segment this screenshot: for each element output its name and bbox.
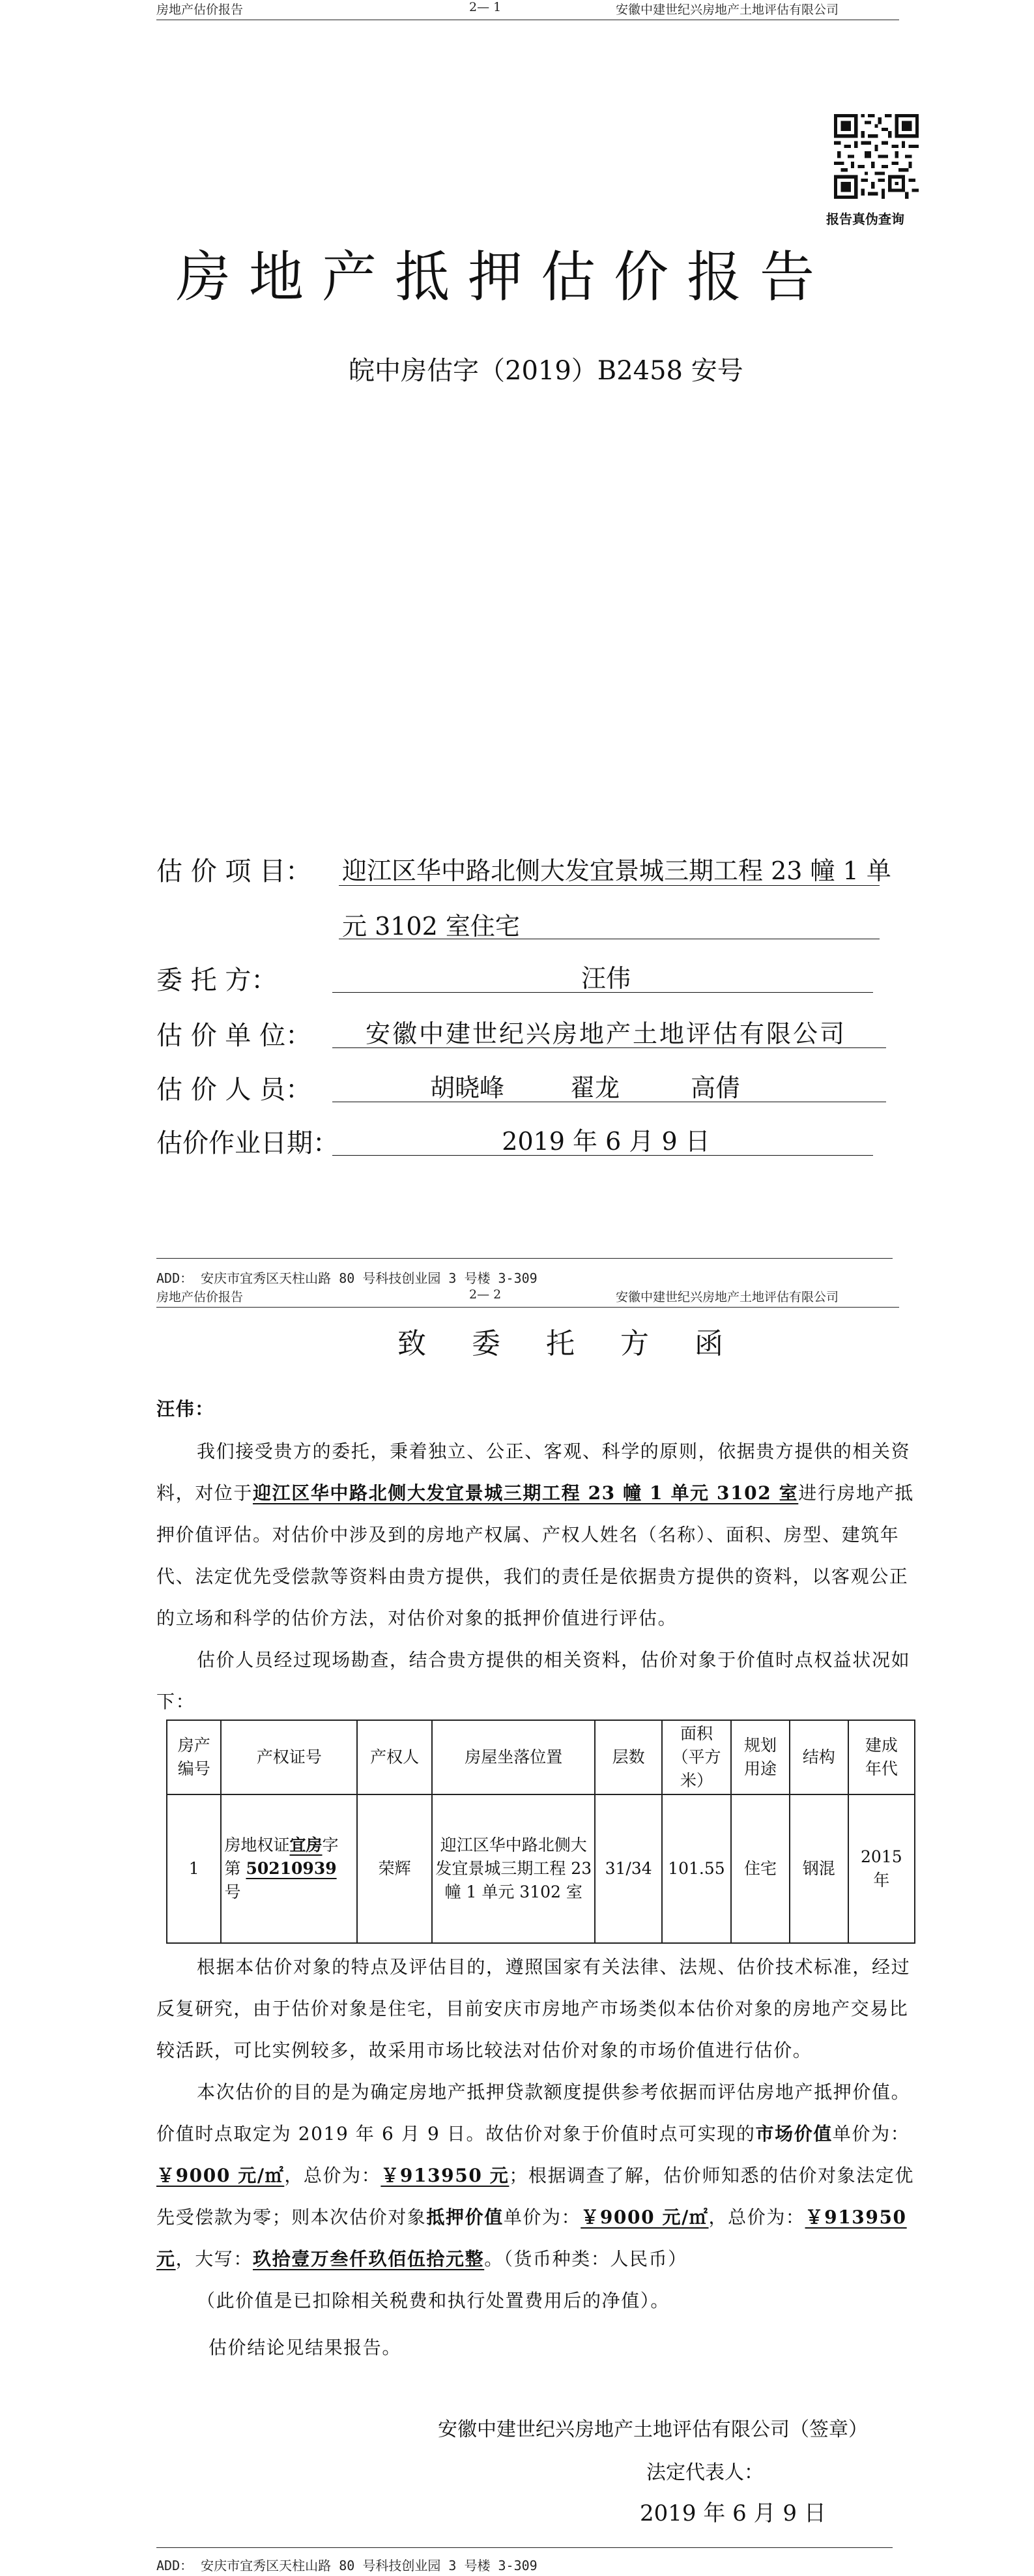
para4-j: 。（货币种类：人民币）	[484, 2248, 687, 2270]
cell-owner: 荣辉	[357, 1794, 432, 1943]
signature-date: 2019 年 6 月 9 日	[640, 2500, 826, 2526]
paragraph-net-value: （此价值是已扣除相关税费和执行处置费用后的净值）。	[197, 2290, 670, 2311]
market-total-price: ￥913950 元	[381, 2165, 510, 2186]
paragraph-method: 根据本估价对象的特点及评估目的，遵照国家有关法律、法规、估价技术标准，经过反复研究，由于估价对象是住宅，目前安庆市房地产市场类似本估价对象的房地产交易比较活跃，可比实例较多，故采用市场比较法对估价对象的市场价值进行估价。	[156, 1956, 911, 2061]
page2-footer-address: ADD： 安庆市宜秀区天柱山路 80 号科技创业园 3 号楼 3-309	[156, 2558, 538, 2573]
qr-caption: 报告真伪查询	[826, 211, 904, 227]
para4-a: 本次估价的目的是为确定房地产抵押贷款额度提供参考依据而评估房地产抵押价值。价值时点取定为 2019 年 6 月 9 日。故估价对象于价值时点可实现的	[156, 2081, 911, 2144]
client-label: 委 托 方：	[156, 965, 278, 995]
date-value: 2019 年 6 月 9 日	[502, 1127, 710, 1156]
client-underline	[332, 992, 873, 993]
cert-word: 字第	[224, 1836, 339, 1878]
cell-no: 1	[167, 1794, 221, 1943]
qr-code-icon	[834, 114, 919, 199]
signature-representative: 法定代表人：	[646, 2461, 764, 2484]
appraiser-1: 胡晓峰	[430, 1074, 505, 1102]
cell-cert	[221, 1794, 357, 1943]
signature-company: 安徽中建世纪兴房地产土地评估有限公司（签章）	[438, 2418, 868, 2441]
report-title: 房地产抵押估价报告	[176, 245, 833, 309]
page2-footer-rule	[156, 2547, 893, 2548]
page1-header-right: 安徽中建世纪兴房地产土地评估有限公司	[616, 3, 839, 17]
cell-location: 迎江区华中路北侧大发宜景城三期工程 23 幢 1 单元 3102 室	[432, 1794, 595, 1943]
salutation: 汪伟：	[156, 1398, 214, 1420]
project-value-line1: 迎江区华中路北侧大发宜景城三期工程 23 幢 1 单	[342, 856, 891, 885]
para4-c: 单价为：	[832, 2123, 910, 2144]
col-header-no: 房产 编号	[167, 1720, 221, 1794]
page1-footer-address: ADD： 安庆市宜秀区天柱山路 80 号科技创业园 3 号楼 3-309	[156, 1270, 538, 1286]
col-header-year: 建成 年代	[848, 1720, 915, 1794]
total-price-in-words: 玖拾壹万叁仟玖佰伍拾元整	[253, 2248, 485, 2270]
cell-floors: 31/34	[595, 1794, 661, 1943]
col-header-area: 面积 （平方 米）	[662, 1720, 731, 1794]
table-header-row	[167, 1720, 915, 1794]
page2-header-right: 安徽中建世纪兴房地产土地评估有限公司	[616, 1290, 839, 1304]
col-header-floors: 层数	[595, 1720, 661, 1794]
document-number: 皖中房估字（2019）B2458 安号	[349, 356, 743, 386]
para4-h: ，总价为：	[708, 2206, 805, 2228]
client-value: 汪伟	[581, 964, 631, 993]
paragraph-survey: 估价人员经过现场勘查，结合贵方提供的相关资料，估价对象于价值时点权益状况如下：	[156, 1649, 911, 1712]
paragraph-intro	[156, 1431, 925, 1639]
market-unit-price: ￥9000 元/㎡	[156, 2165, 285, 2186]
unit-label: 估 价 单 位：	[156, 1021, 312, 1051]
para1-pre: 我们接受贵方的委托，秉着独立、公正、客观、科学的原则，依据贵方提供的相关资料，对位于	[156, 1441, 911, 1504]
cert-number: 50210939	[246, 1859, 337, 1878]
page1-footer-rule	[156, 1258, 893, 1259]
page2-header-left: 房地产估价报告	[156, 1290, 244, 1304]
col-header-location: 房屋坐落位置	[432, 1720, 595, 1794]
date-label: 估价作业日期：	[156, 1128, 339, 1158]
page1-header-left: 房地产估价报告	[156, 3, 244, 17]
cert-district: 宜房	[289, 1836, 323, 1854]
col-header-use: 规划 用途	[731, 1720, 790, 1794]
para1-post: 进行房地产抵押价值评估。对估价中涉及到的房地产权属、产权人姓名（名称）、面积、房型、建筑年代、法定优先受偿款等资料由贵方提供，我们的责任是依据贵方提供的资料，以客观公正的立场和科学的估价方法，对估价对象的抵押价值进行评估。	[156, 1482, 914, 1629]
col-header-structure: 结构	[790, 1720, 848, 1794]
mortgage-unit-price: ￥9000 元/㎡	[581, 2206, 709, 2228]
cell-structure: 钢混	[790, 1794, 848, 1943]
table-row	[167, 1794, 915, 1943]
appraisers-label: 估 价 人 员：	[156, 1075, 312, 1105]
para4-e: ；根据调查了解，估价师知悉的估价对象法定优先受偿款为零；则本次估价对象	[156, 2165, 914, 2228]
unit-underline	[332, 1047, 886, 1048]
paragraph-conclusion: 估价结论见结果报告。	[208, 2337, 402, 2358]
page2-header-page-number: 2— 2	[469, 1287, 502, 1302]
appraiser-3: 高倩	[691, 1074, 741, 1102]
property-table	[166, 1720, 915, 1944]
mortgage-total-price: ￥913950 元	[156, 2206, 907, 2270]
property-address: 迎江区华中路北侧大发宜景城三期工程 23 幢 1 单元 3102 室	[253, 1482, 799, 1504]
appraiser-2: 翟龙	[570, 1074, 620, 1102]
cell-area: 101.55	[662, 1794, 731, 1943]
letter-title: 致 委 托 方 函	[397, 1327, 741, 1360]
cert-prefix: 房地权证	[224, 1836, 290, 1854]
col-header-owner: 产权人	[357, 1720, 432, 1794]
date-underline	[332, 1155, 873, 1156]
mortgage-value-term: 抵押价值	[426, 2206, 504, 2228]
cert-suffix: 号	[224, 1882, 241, 1901]
project-underline-1	[339, 885, 880, 886]
cell-year: 2015 年	[848, 1794, 915, 1943]
para4-g: 单价为：	[503, 2206, 581, 2228]
paragraph-valuation	[156, 2071, 925, 2280]
unit-value: 安徽中建世纪兴房地产土地评估有限公司	[365, 1019, 846, 1048]
para4-d: ，总价为：	[284, 2165, 381, 2186]
market-value-term: 市场价值	[755, 2123, 833, 2144]
cell-use: 住宅	[731, 1794, 790, 1943]
para4-i: ，大写：	[175, 2248, 253, 2270]
col-header-cert: 产权证号	[221, 1720, 357, 1794]
page1-header-page-number: 2— 1	[469, 0, 502, 14]
project-value-line2: 元 3102 室住宅	[342, 912, 520, 941]
page2-header-rule	[156, 1307, 899, 1308]
project-label: 估 价 项 目：	[156, 856, 312, 886]
